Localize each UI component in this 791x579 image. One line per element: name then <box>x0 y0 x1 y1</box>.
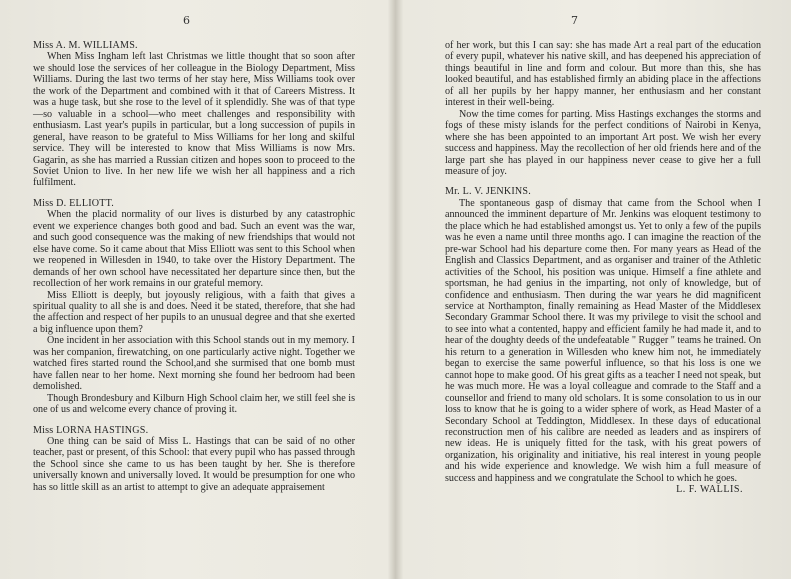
paragraph: Now the time comes for parting. Miss Hastings exchanges the storms and fogs of these misty islands for the perfect conditions of Nairobi in Kenya, where she has been appointed to an important Art post. We wish her every success and happiness. May the recollection of her old friends here and of the large part she has played in our happiness never cease to give her a full measure of joy. <box>445 108 761 177</box>
paragraph: The spontaneous gasp of dismay that came from the School when I announced the imminent departure of Mr. Jenkins was eloquent testimony to the place which he had established amongst us. Yet to only a few of the pupils was he even a name until three months ago. I can imagine the reaction of the pre-war School had his departure come then. For many years as Head of the English and Classics Department, and as organiser and trainer of the Athletic activities of the School, his position was unique. Himself a fine athlete and sportsman, he had genius in the imparting, not only of knowledge, but of confidence and enthusiasm. Then during the war years he did magnificent service at Northampton, finally remaining as Head Master of the Middlesex Secondary Grammar School there. It was my privilege to visit the school and to see into what a contented, happy and efficient family he had made it, and to hear of the doughty deeds of the undefeatable " Rugger " teams he trained. On his return to a generation in Willesden who knew him not, he immediately began to exercise the same powerful influence, so that his loss is one we cannot hope to make good. Of his great gifts as a teacher I need not speak, but he was much more. He was a loyal colleague and comrade to the Staff and a counsellor and friend to many old scholars. It is some consolation to us in our loss to know that he is going to a wider sphere of work, as Head Master of a Secondary School at Teddington, Middlesex. In these days of educational reconstruction men of his calibre are needed as leaders and as inspirers of new ideas. He is uniquely fitted for the task, with his great powers of organization, his originality and initiative, his real interest in young people and his wide experience and knowledge. We wish him a full measure of success and happiness and we congratulate the School to which he goes. <box>445 197 761 484</box>
paragraph: One incident in her association with this School stands out in my memory. I was her companion, firewatching, on one particularly active night. Together we watched fires started round the School,and she surmised that one bomb must have fallen near to her home. Next morning she found her bedroom had been demolished. <box>33 335 355 393</box>
signature: L. F. WALLIS. <box>676 484 743 496</box>
section-heading-williams: Miss A. M. WILLIAMS. <box>33 40 138 51</box>
section-heading-elliott: Miss D. ELLIOTT. <box>33 197 114 209</box>
section-heading-jenkins: Mr. L. V. JENKINS. <box>445 186 531 198</box>
page-number: 7 <box>571 14 578 27</box>
right-page <box>399 0 791 579</box>
paragraph: Miss Elliott is deeply, but joyously religious, with a faith that gives a spiritual quality to all she is and does. Need it be stated, therefore, that she had the affection and respect of her pupils to an unusual degree and that she exerted a big influence upon them? <box>33 289 355 335</box>
section-heading-hastings: Miss LORNA HASTINGS. <box>33 424 149 436</box>
paragraph: Though Brondesbury and Kilburn High School claim her, we still feel she is one of us and welcome every chance of proving it. <box>33 392 355 416</box>
paragraph: One thing can be said of Miss L. Hastings that can be said of no other teacher, past or present, of this School: that every pupil who has passed through the School since she came to us has been taught by her. She is therefore universally known and universally loved. It would be presumption for one who has so little skill as an artist to attempt to give an adequate appraisement <box>33 435 355 493</box>
paragraph: When Miss Ingham left last Christmas we little thought that so soon after we should lose the services of her colleague in the Biology Department, Miss Williams. During the last two terms of her stay here, Miss Williams took over the work of the Department and combined with it that of Careers Mistress. It was a huge task, but she rose to the level of it splendidly. She was of that type—so valuable in a school—who meet challenges and responsibility with enthusiasm. Last year's pupils in particular, but a long succession of pupils in general, have reason to be grateful to Miss Williams for her long and skilful service. They will be interested to know that Miss Williams is now Mrs. Gagarin, as she has married a Russian citizen and hopes soon to proceed to the Soviet Union to live. In her new life we wish her all happiness and a rich fulfilment. <box>33 51 355 189</box>
right-column <box>445 40 761 496</box>
left-page <box>0 0 392 579</box>
page-number: 6 <box>183 14 190 27</box>
paragraph: When the placid normality of our lives is disturbed by any catastrophic event we experience changes both good and bad. Such an event was the war, and such good consequence was the making of new friendships that would not else have come. So it came about that Miss Elliott was sent to this School when we reopened in Willesden in 1940, to take over the History Department. The demands of her own school have necessitated her departure since then, but the recollection of her work remains in our grateful memory. <box>33 209 355 290</box>
left-column <box>33 40 355 493</box>
paragraph: of her work, but this I can say: she has made Art a real part of the education of every pupil, whatever his native skill, and has deepened his appreciation of things beautiful in line and form and colour. But more than this, she has looked beautiful, and has established firmly an abiding place in the affections of all her pupils by her happy manner, her enthusiasm and her constant interest in their well-being. <box>445 40 761 109</box>
